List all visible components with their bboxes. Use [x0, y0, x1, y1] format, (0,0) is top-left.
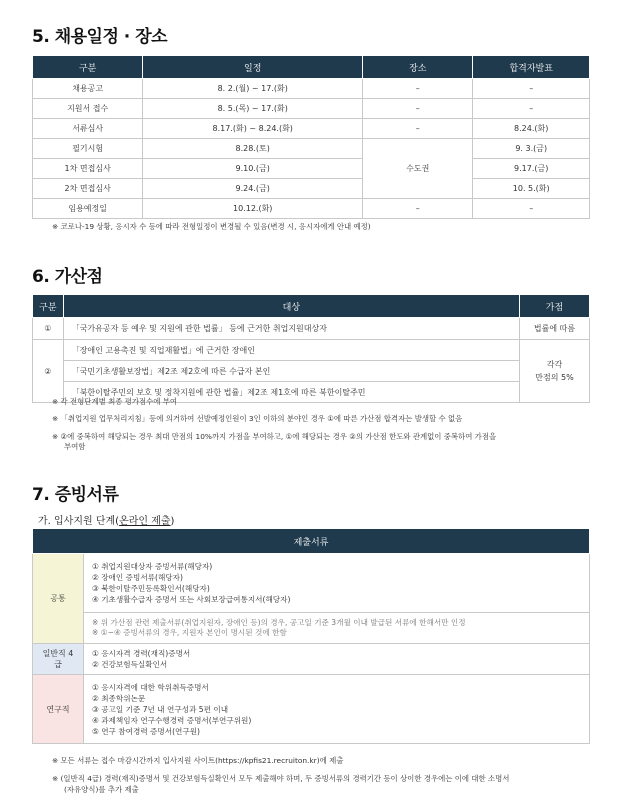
- table-row: [33, 79, 590, 99]
- research-items: [84, 675, 590, 744]
- table-row: [33, 99, 590, 119]
- cell-item: 1차 면접심사: [33, 159, 143, 179]
- col-header: 제출서류: [33, 529, 590, 554]
- schedule-table: [32, 55, 590, 219]
- category-common: 공통: [33, 554, 84, 644]
- cell-place: –: [363, 199, 473, 219]
- subsection-suffix: ): [170, 516, 175, 527]
- col-header: 구분: [33, 295, 64, 318]
- common-notes: [84, 613, 590, 644]
- table-row: [33, 139, 590, 159]
- cell-place: –: [363, 79, 473, 99]
- list-item: ④ 과제책임자 연구수행경력 증명서(부연구위원): [92, 715, 252, 725]
- cell-item: 임용예정일: [33, 199, 143, 219]
- table-row: [33, 613, 590, 644]
- col-header: 장소: [363, 56, 473, 79]
- cell-date: 8. 2.(월) ~ 17.(화): [143, 79, 363, 99]
- list-item: ③ 공고일 기준 7년 내 연구성과 5편 이내: [92, 704, 229, 714]
- table-row: [33, 361, 590, 382]
- cell-target: 「북한이탈주민의 보호 및 정착지원에 관한 법률」제2조 제1호에 따른 북한이탈주민: [63, 382, 519, 403]
- cell-date: 8.28.(토): [143, 139, 363, 159]
- list-item: ① 취업지원대상자 증빙서류(해당자): [92, 562, 213, 571]
- table-row: [33, 199, 590, 219]
- table-row: [33, 675, 590, 744]
- cell-points: [519, 340, 589, 403]
- cell-item: 채용공고: [33, 79, 143, 99]
- col-header: 대상: [63, 295, 519, 318]
- cell-result: –: [473, 99, 590, 119]
- category-research: 연구직: [33, 675, 84, 744]
- cell-result: –: [473, 199, 590, 219]
- subsection-underlined: 온라인 제출: [119, 516, 171, 527]
- table-row: [33, 179, 590, 199]
- general-items: [84, 644, 590, 675]
- cell-date: 8.17.(화) ~ 8.24.(화): [143, 119, 363, 139]
- cell-no: ②: [33, 340, 64, 403]
- list-item: ※ ①~④ 증빙서류의 경우, 지원자 본인이 명시된 것에 한함: [92, 628, 287, 637]
- cell-result: –: [473, 79, 590, 99]
- documents-note: ※ 모든 서류는 접수 마감시간까지 입사지원 사이트(https://kpfis21.recruiton.kr)에 제출: [52, 756, 344, 765]
- subsection-prefix: 가. 입사지원 단계(: [38, 516, 120, 527]
- cell-result: 10. 5.(화): [473, 179, 590, 199]
- list-item: ② 건강보험득실확인서: [92, 660, 168, 669]
- list-item: ① 응시자격에 대한 학위취득증명서: [92, 682, 209, 692]
- section-6-title: 6. 가산점: [32, 267, 103, 287]
- cell-place: 수도권: [363, 139, 473, 199]
- table-row: [33, 554, 590, 613]
- list-item: ④ 기초생활수급자 증명서 또는 사회보장급여통지서(해당자): [92, 595, 291, 604]
- list-item: ② 장애인 증빙서류(해당자): [92, 573, 183, 582]
- cell-item: 2차 면접심사: [33, 179, 143, 199]
- list-item: ③ 북한이탈주민등록확인서(해당자): [92, 584, 210, 593]
- cell-place: –: [363, 119, 473, 139]
- cell-place: –: [363, 99, 473, 119]
- cell-date: 10.12.(화): [143, 199, 363, 219]
- col-header: 가점: [519, 295, 589, 318]
- category-general: [33, 644, 84, 675]
- table-row: [33, 340, 590, 361]
- cell-result: 8.24.(화): [473, 119, 590, 139]
- cell-target: 「장애인 고용촉진 및 직업재활법」에 근거한 장애인: [63, 340, 519, 361]
- cell-result: 9.17.(금): [473, 159, 590, 179]
- documents-note: (자유양식)를 추가 제출: [64, 785, 139, 794]
- cell-date: 8. 5.(목) ~ 17.(화): [143, 99, 363, 119]
- table-row: [33, 119, 590, 139]
- subsection-title: [38, 512, 174, 527]
- bonus-table: [32, 294, 590, 403]
- col-header: 일정: [143, 56, 363, 79]
- col-header: 구분: [33, 56, 143, 79]
- list-item: ⑤ 연구 참여경력 증명서(연구원): [92, 726, 200, 736]
- cell-item: 지원서 접수: [33, 99, 143, 119]
- list-item: ※ 위 가산점 관련 제출서류(취업지원자, 장애인 등)의 경우, 공고일 기준 3개월 이내 발급된 서류에 한해서만 인정: [92, 618, 466, 627]
- category-line: 일반직 4: [42, 649, 74, 658]
- bonus-note: 부여함: [64, 442, 86, 451]
- bonus-note: ※ 각 전형단계별 최종 평가점수에 부여: [52, 397, 178, 406]
- schedule-note: ※ 코로나-19 상황, 응시자 수 등에 따라 전형일정이 변경될 수 있음(변경 시, 응시자에게 안내 예정): [52, 222, 371, 231]
- cell-item: 서류심사: [33, 119, 143, 139]
- common-items: [84, 554, 590, 613]
- documents-table: [32, 528, 590, 744]
- cell-result: 9. 3.(금): [473, 139, 590, 159]
- cell-points: 법률에 따름: [519, 318, 589, 340]
- bonus-note: ※ 「취업지원 업무처리지침」등에 의거하여 선발예정인원이 3인 이하의 분야인 경우 ①에 따른 가산점 합격자는 발생할 수 없음: [52, 414, 463, 423]
- table-row: [33, 159, 590, 179]
- list-item: ① 응시자격 경력(재직)증명서: [92, 649, 191, 658]
- bonus-note: ※ ②에 중복하여 해당되는 경우 최대 만점의 10%까지 가점을 부여하고, ①에 해당되는 경우 ②의 가산점 한도와 관계없이 중복하여 가점을: [52, 432, 497, 441]
- section-5-title: 5. 채용일정 · 장소: [32, 27, 168, 47]
- cell-item: 필기시험: [33, 139, 143, 159]
- col-header: 합격자발표: [473, 56, 590, 79]
- cell-target: 「국민기초생활보장법」제2조 제2호에 따른 수급자 본인: [63, 361, 519, 382]
- section-7-title: 7. 증빙서류: [32, 485, 119, 505]
- table-row: [33, 318, 590, 340]
- cell-no: ①: [33, 318, 64, 340]
- cell-date: 9.10.(금): [143, 159, 363, 179]
- documents-note: ※ (일반직 4급) 경력(재직)증명서 및 건강보험득실확인서 모두 제출해야 하며, 두 증빙서류의 경력기간 등이 상이한 경우에는 이에 대한 소명서: [52, 774, 510, 783]
- list-item: ② 최종학위논문: [92, 693, 146, 703]
- points-line: 만점의 5%: [535, 373, 574, 382]
- cell-date: 9.24.(금): [143, 179, 363, 199]
- category-line: 급: [54, 660, 62, 669]
- table-row: [33, 644, 590, 675]
- cell-target: 「국가유공자 등 예우 및 지원에 관한 법률」 등에 근거한 취업지원대상자: [63, 318, 519, 340]
- points-line: 각각: [546, 360, 563, 369]
